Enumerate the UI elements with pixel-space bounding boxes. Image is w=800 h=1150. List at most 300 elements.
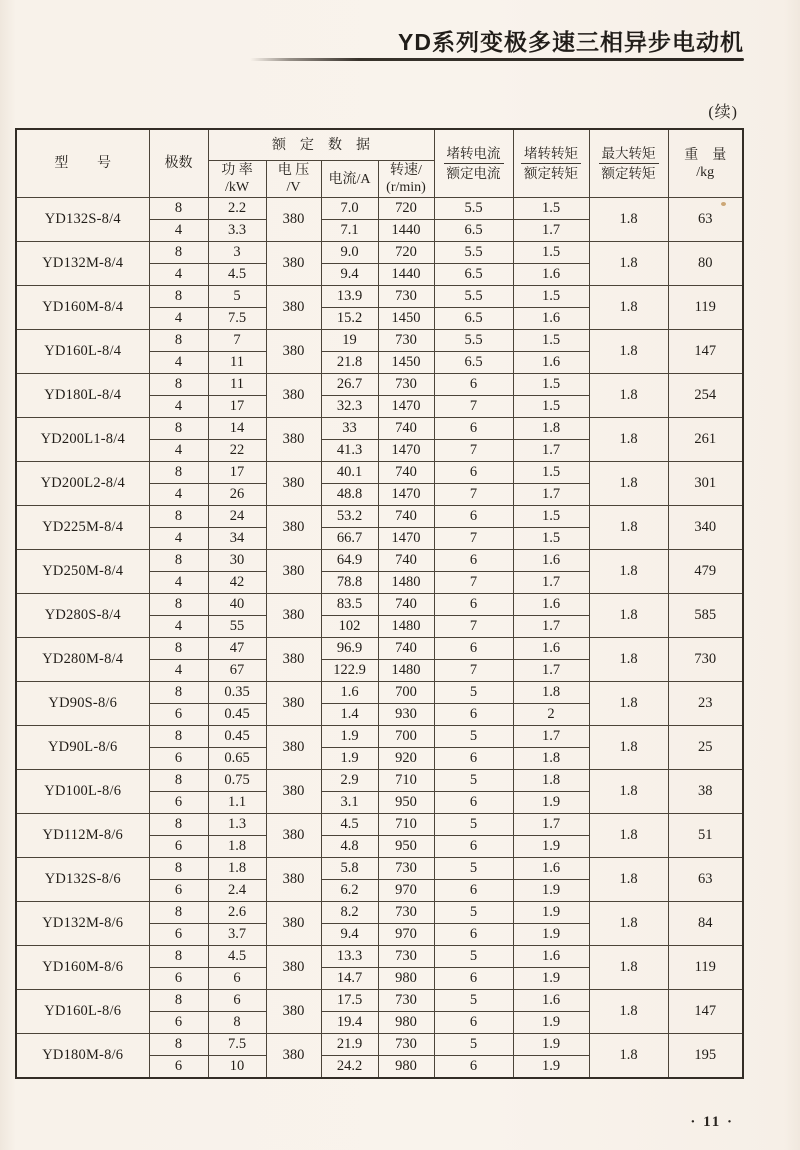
table-row (16, 286, 743, 308)
current-cell: 4.5 (321, 814, 378, 836)
table-row (16, 858, 743, 880)
col-header-locked-current-ratio (434, 129, 513, 198)
locked-current-ratio-cell: 5 (434, 946, 513, 968)
locked-current-numerator: 堵转电流 (444, 145, 504, 164)
poles-cell: 8 (149, 374, 208, 396)
col-header-model: 型 号 (16, 129, 149, 198)
weight-cell: 340 (668, 506, 743, 550)
current-cell: 21.8 (321, 352, 378, 374)
current-cell: 4.8 (321, 836, 378, 858)
power-cell: 17 (208, 462, 266, 484)
locked-torque-ratio-cell: 1.5 (513, 506, 589, 528)
current-cell: 53.2 (321, 506, 378, 528)
current-cell: 19.4 (321, 1012, 378, 1034)
poles-cell: 4 (149, 396, 208, 418)
locked-torque-numerator: 堵转转矩 (521, 145, 581, 164)
power-cell: 3 (208, 242, 266, 264)
col-header-max-torque-ratio (589, 129, 668, 198)
power-cell: 1.1 (208, 792, 266, 814)
current-cell: 64.9 (321, 550, 378, 572)
model-cell: YD180M-8/6 (16, 1034, 149, 1079)
max-torque-cell: 1.8 (589, 902, 668, 946)
current-cell: 41.3 (321, 440, 378, 462)
current-cell: 122.9 (321, 660, 378, 682)
motor-spec-table (15, 128, 744, 1079)
col-header-speed (378, 161, 434, 198)
power-cell: 1.8 (208, 836, 266, 858)
locked-current-ratio-cell: 7 (434, 660, 513, 682)
voltage-cell: 380 (266, 1034, 321, 1079)
model-cell: YD90S-8/6 (16, 682, 149, 726)
table-row (16, 726, 743, 748)
speed-cell: 740 (378, 550, 434, 572)
power-cell: 6 (208, 990, 266, 1012)
table-row (16, 902, 743, 924)
speed-cell: 730 (378, 946, 434, 968)
speed-cell: 700 (378, 726, 434, 748)
model-cell: YD112M-8/6 (16, 814, 149, 858)
locked-torque-ratio-cell: 1.6 (513, 638, 589, 660)
locked-current-ratio-cell: 5.5 (434, 198, 513, 220)
current-cell: 96.9 (321, 638, 378, 660)
power-cell: 22 (208, 440, 266, 462)
speed-cell: 710 (378, 770, 434, 792)
weight-cell: 254 (668, 374, 743, 418)
speed-cell: 730 (378, 374, 434, 396)
weight-cell: 301 (668, 462, 743, 506)
power-cell: 67 (208, 660, 266, 682)
power-cell: 30 (208, 550, 266, 572)
max-torque-cell: 1.8 (589, 286, 668, 330)
max-torque-cell: 1.8 (589, 946, 668, 990)
col-header-power (208, 161, 266, 198)
power-cell: 2.6 (208, 902, 266, 924)
poles-cell: 8 (149, 990, 208, 1012)
locked-current-ratio-cell: 6 (434, 792, 513, 814)
table-row (16, 330, 743, 352)
locked-torque-ratio-cell: 1.6 (513, 858, 589, 880)
current-cell: 9.4 (321, 264, 378, 286)
max-torque-cell: 1.8 (589, 814, 668, 858)
poles-cell: 4 (149, 528, 208, 550)
speed-cell: 1480 (378, 616, 434, 638)
model-cell: YD132S-8/6 (16, 858, 149, 902)
max-torque-numerator: 最大转矩 (599, 145, 659, 164)
model-cell: YD200L1-8/4 (16, 418, 149, 462)
poles-cell: 6 (149, 704, 208, 726)
power-cell: 0.45 (208, 726, 266, 748)
voltage-cell: 380 (266, 990, 321, 1034)
locked-current-ratio-cell: 6 (434, 880, 513, 902)
weight-cell: 63 (668, 198, 743, 242)
model-cell: YD132S-8/4 (16, 198, 149, 242)
voltage-unit: /V (286, 180, 301, 195)
speed-cell: 710 (378, 814, 434, 836)
table-row (16, 770, 743, 792)
weight-label: 重 量 (684, 147, 727, 163)
col-header-current: 电流/A (321, 161, 378, 198)
locked-torque-ratio-cell: 1.7 (513, 726, 589, 748)
locked-torque-ratio-cell: 1.9 (513, 1012, 589, 1034)
model-cell: YD132M-8/4 (16, 242, 149, 286)
poles-cell: 4 (149, 616, 208, 638)
poles-cell: 8 (149, 902, 208, 924)
locked-current-ratio-cell: 6.5 (434, 308, 513, 330)
locked-current-denominator: 额定电流 (446, 165, 501, 181)
power-cell: 1.8 (208, 858, 266, 880)
power-cell: 11 (208, 374, 266, 396)
model-cell: YD180L-8/4 (16, 374, 149, 418)
locked-current-ratio-cell: 6 (434, 924, 513, 946)
max-torque-cell: 1.8 (589, 1034, 668, 1079)
speed-cell: 950 (378, 836, 434, 858)
weight-cell: 80 (668, 242, 743, 286)
locked-torque-ratio-cell: 1.6 (513, 594, 589, 616)
locked-torque-ratio-cell: 1.6 (513, 990, 589, 1012)
table-row (16, 1034, 743, 1056)
locked-torque-ratio-cell: 1.5 (513, 286, 589, 308)
col-header-locked-torque-ratio (513, 129, 589, 198)
poles-cell: 8 (149, 726, 208, 748)
power-cell: 0.35 (208, 682, 266, 704)
current-cell: 9.4 (321, 924, 378, 946)
locked-current-ratio-cell: 6.5 (434, 352, 513, 374)
locked-current-ratio-cell: 5 (434, 858, 513, 880)
weight-cell: 479 (668, 550, 743, 594)
current-cell: 17.5 (321, 990, 378, 1012)
speed-cell: 740 (378, 594, 434, 616)
locked-current-ratio-cell: 7 (434, 440, 513, 462)
model-cell: YD90L-8/6 (16, 726, 149, 770)
locked-torque-ratio-cell: 2 (513, 704, 589, 726)
locked-current-ratio-cell: 5.5 (434, 286, 513, 308)
max-torque-cell: 1.8 (589, 858, 668, 902)
poles-cell: 6 (149, 924, 208, 946)
current-cell: 9.0 (321, 242, 378, 264)
poles-cell: 8 (149, 286, 208, 308)
table-row (16, 418, 743, 440)
locked-torque-ratio-cell: 1.9 (513, 902, 589, 924)
power-cell: 47 (208, 638, 266, 660)
weight-cell: 23 (668, 682, 743, 726)
current-cell: 8.2 (321, 902, 378, 924)
speed-cell: 980 (378, 968, 434, 990)
voltage-cell: 380 (266, 242, 321, 286)
poles-cell: 6 (149, 1056, 208, 1079)
table-row (16, 594, 743, 616)
speed-cell: 740 (378, 638, 434, 660)
poles-cell: 6 (149, 836, 208, 858)
poles-cell: 8 (149, 946, 208, 968)
page-title: YD系列变极多速三相异步电动机 (398, 29, 744, 55)
power-cell: 0.75 (208, 770, 266, 792)
speed-cell: 730 (378, 990, 434, 1012)
power-cell: 8 (208, 1012, 266, 1034)
speed-cell: 1450 (378, 308, 434, 330)
speed-cell: 730 (378, 286, 434, 308)
table-row (16, 990, 743, 1012)
locked-torque-ratio-cell: 1.9 (513, 1034, 589, 1056)
poles-cell: 4 (149, 572, 208, 594)
poles-cell: 6 (149, 1012, 208, 1034)
poles-cell: 4 (149, 484, 208, 506)
poles-cell: 4 (149, 660, 208, 682)
weight-cell: 261 (668, 418, 743, 462)
weight-cell: 51 (668, 814, 743, 858)
locked-torque-ratio-cell: 1.9 (513, 792, 589, 814)
model-cell: YD160M-8/4 (16, 286, 149, 330)
table-row (16, 462, 743, 484)
speed-unit: (r/min) (386, 180, 426, 195)
locked-current-ratio-cell: 5 (434, 682, 513, 704)
poles-cell: 8 (149, 550, 208, 572)
max-torque-cell: 1.8 (589, 374, 668, 418)
locked-current-ratio-cell: 6 (434, 550, 513, 572)
poles-cell: 8 (149, 506, 208, 528)
current-cell: 78.8 (321, 572, 378, 594)
table-row (16, 198, 743, 220)
power-cell: 10 (208, 1056, 266, 1079)
voltage-cell: 380 (266, 902, 321, 946)
current-cell: 1.9 (321, 748, 378, 770)
power-cell: 4.5 (208, 264, 266, 286)
locked-torque-ratio-cell: 1.5 (513, 374, 589, 396)
locked-torque-ratio-cell: 1.9 (513, 880, 589, 902)
weight-unit: /kg (696, 164, 715, 180)
locked-current-ratio-cell: 7 (434, 572, 513, 594)
weight-cell: 147 (668, 330, 743, 374)
power-cell: 17 (208, 396, 266, 418)
locked-torque-ratio-cell: 1.8 (513, 748, 589, 770)
locked-torque-ratio-cell: 1.8 (513, 682, 589, 704)
current-cell: 13.9 (321, 286, 378, 308)
locked-current-ratio-cell: 6 (434, 506, 513, 528)
power-cell: 3.7 (208, 924, 266, 946)
locked-torque-ratio-cell: 1.5 (513, 462, 589, 484)
max-torque-cell: 1.8 (589, 990, 668, 1034)
locked-torque-ratio-cell: 1.9 (513, 968, 589, 990)
speed-cell: 1480 (378, 572, 434, 594)
locked-current-ratio-cell: 7 (434, 528, 513, 550)
max-torque-cell: 1.8 (589, 638, 668, 682)
locked-current-ratio-cell: 7 (434, 396, 513, 418)
voltage-cell: 380 (266, 858, 321, 902)
poles-cell: 4 (149, 352, 208, 374)
current-cell: 1.9 (321, 726, 378, 748)
voltage-cell: 380 (266, 946, 321, 990)
power-cell: 24 (208, 506, 266, 528)
speed-cell: 700 (378, 682, 434, 704)
locked-current-ratio-cell: 6 (434, 748, 513, 770)
locked-torque-ratio-cell: 1.6 (513, 308, 589, 330)
current-cell: 14.7 (321, 968, 378, 990)
col-header-weight (668, 129, 743, 198)
speed-cell: 980 (378, 1056, 434, 1079)
current-cell: 40.1 (321, 462, 378, 484)
speed-cell: 930 (378, 704, 434, 726)
poles-cell: 4 (149, 308, 208, 330)
locked-torque-ratio-cell: 1.5 (513, 198, 589, 220)
current-cell: 5.8 (321, 858, 378, 880)
voltage-cell: 380 (266, 286, 321, 330)
speed-cell: 730 (378, 902, 434, 924)
power-cell: 55 (208, 616, 266, 638)
speed-cell: 920 (378, 748, 434, 770)
locked-current-ratio-cell: 6.5 (434, 220, 513, 242)
locked-torque-ratio-cell: 1.9 (513, 924, 589, 946)
col-header-poles: 极数 (149, 129, 208, 198)
speed-cell: 720 (378, 198, 434, 220)
max-torque-cell: 1.8 (589, 242, 668, 286)
current-cell: 13.3 (321, 946, 378, 968)
weight-cell: 63 (668, 858, 743, 902)
current-cell: 33 (321, 418, 378, 440)
scan-speck (721, 202, 726, 206)
model-cell: YD250M-8/4 (16, 550, 149, 594)
locked-current-ratio-cell: 5 (434, 770, 513, 792)
current-cell: 66.7 (321, 528, 378, 550)
weight-cell: 119 (668, 946, 743, 990)
speed-cell: 1470 (378, 440, 434, 462)
current-cell: 2.9 (321, 770, 378, 792)
poles-cell: 8 (149, 770, 208, 792)
voltage-cell: 380 (266, 550, 321, 594)
locked-torque-ratio-cell: 1.6 (513, 264, 589, 286)
locked-current-ratio-cell: 5.5 (434, 330, 513, 352)
max-torque-cell: 1.8 (589, 506, 668, 550)
poles-cell: 8 (149, 1034, 208, 1056)
power-unit: /kW (224, 180, 250, 195)
power-cell: 3.3 (208, 220, 266, 242)
poles-cell: 8 (149, 462, 208, 484)
locked-torque-ratio-cell: 1.6 (513, 352, 589, 374)
speed-cell: 730 (378, 858, 434, 880)
speed-cell: 950 (378, 792, 434, 814)
power-cell: 0.45 (208, 704, 266, 726)
locked-current-ratio-cell: 6 (434, 704, 513, 726)
power-cell: 11 (208, 352, 266, 374)
max-torque-cell: 1.8 (589, 726, 668, 770)
current-cell: 15.2 (321, 308, 378, 330)
max-torque-denominator: 额定转矩 (601, 165, 656, 181)
col-header-rated-group: 额 定 数 据 (208, 129, 434, 161)
speed-cell: 1470 (378, 528, 434, 550)
weight-cell: 147 (668, 990, 743, 1034)
current-cell: 32.3 (321, 396, 378, 418)
current-cell: 1.6 (321, 682, 378, 704)
table-row (16, 506, 743, 528)
voltage-cell: 380 (266, 506, 321, 550)
poles-cell: 8 (149, 198, 208, 220)
locked-current-ratio-cell: 5 (434, 902, 513, 924)
locked-current-ratio-cell: 6 (434, 968, 513, 990)
speed-cell: 730 (378, 1034, 434, 1056)
power-cell: 5 (208, 286, 266, 308)
locked-current-ratio-cell: 6 (434, 1056, 513, 1079)
locked-torque-ratio-cell: 1.7 (513, 814, 589, 836)
voltage-cell: 380 (266, 638, 321, 682)
table-body (16, 198, 743, 1079)
current-cell: 3.1 (321, 792, 378, 814)
current-cell: 102 (321, 616, 378, 638)
current-cell: 24.2 (321, 1056, 378, 1079)
voltage-cell: 380 (266, 594, 321, 638)
poles-cell: 8 (149, 638, 208, 660)
table-row (16, 550, 743, 572)
max-torque-cell: 1.8 (589, 418, 668, 462)
table-row (16, 374, 743, 396)
weight-cell: 730 (668, 638, 743, 682)
poles-cell: 4 (149, 440, 208, 462)
power-cell: 14 (208, 418, 266, 440)
table-row (16, 242, 743, 264)
poles-cell: 8 (149, 330, 208, 352)
power-cell: 2.2 (208, 198, 266, 220)
speed-cell: 1440 (378, 220, 434, 242)
voltage-cell: 380 (266, 814, 321, 858)
locked-torque-ratio-cell: 1.7 (513, 484, 589, 506)
locked-torque-ratio-cell: 1.7 (513, 616, 589, 638)
locked-torque-ratio-cell: 1.6 (513, 946, 589, 968)
power-label: 功 率 (221, 163, 253, 178)
model-cell: YD280S-8/4 (16, 594, 149, 638)
max-torque-cell: 1.8 (589, 550, 668, 594)
poles-cell: 6 (149, 792, 208, 814)
locked-torque-ratio-cell: 1.7 (513, 660, 589, 682)
current-cell: 48.8 (321, 484, 378, 506)
locked-torque-ratio-cell: 1.9 (513, 1056, 589, 1079)
speed-cell: 980 (378, 1012, 434, 1034)
table-row (16, 946, 743, 968)
current-cell: 26.7 (321, 374, 378, 396)
locked-torque-ratio-cell: 1.5 (513, 528, 589, 550)
speed-cell: 740 (378, 418, 434, 440)
max-torque-cell: 1.8 (589, 594, 668, 638)
table-row (16, 638, 743, 660)
locked-current-ratio-cell: 6 (434, 1012, 513, 1034)
locked-torque-ratio-cell: 1.9 (513, 836, 589, 858)
voltage-cell: 380 (266, 374, 321, 418)
speed-cell: 720 (378, 242, 434, 264)
voltage-cell: 380 (266, 682, 321, 726)
model-cell: YD100L-8/6 (16, 770, 149, 814)
speed-cell: 970 (378, 880, 434, 902)
power-cell: 1.3 (208, 814, 266, 836)
voltage-cell: 380 (266, 726, 321, 770)
poles-cell: 4 (149, 264, 208, 286)
model-cell: YD160L-8/6 (16, 990, 149, 1034)
locked-current-ratio-cell: 6 (434, 638, 513, 660)
locked-torque-denominator: 额定转矩 (524, 165, 578, 181)
locked-torque-ratio-cell: 1.7 (513, 440, 589, 462)
voltage-cell: 380 (266, 462, 321, 506)
power-cell: 2.4 (208, 880, 266, 902)
weight-cell: 585 (668, 594, 743, 638)
model-cell: YD132M-8/6 (16, 902, 149, 946)
poles-cell: 8 (149, 418, 208, 440)
current-cell: 7.0 (321, 198, 378, 220)
weight-cell: 119 (668, 286, 743, 330)
weight-cell: 84 (668, 902, 743, 946)
locked-current-ratio-cell: 5 (434, 1034, 513, 1056)
model-cell: YD160L-8/4 (16, 330, 149, 374)
poles-cell: 8 (149, 594, 208, 616)
speed-cell: 730 (378, 330, 434, 352)
speed-cell: 1470 (378, 396, 434, 418)
model-cell: YD225M-8/4 (16, 506, 149, 550)
speed-cell: 740 (378, 462, 434, 484)
model-cell: YD280M-8/4 (16, 638, 149, 682)
